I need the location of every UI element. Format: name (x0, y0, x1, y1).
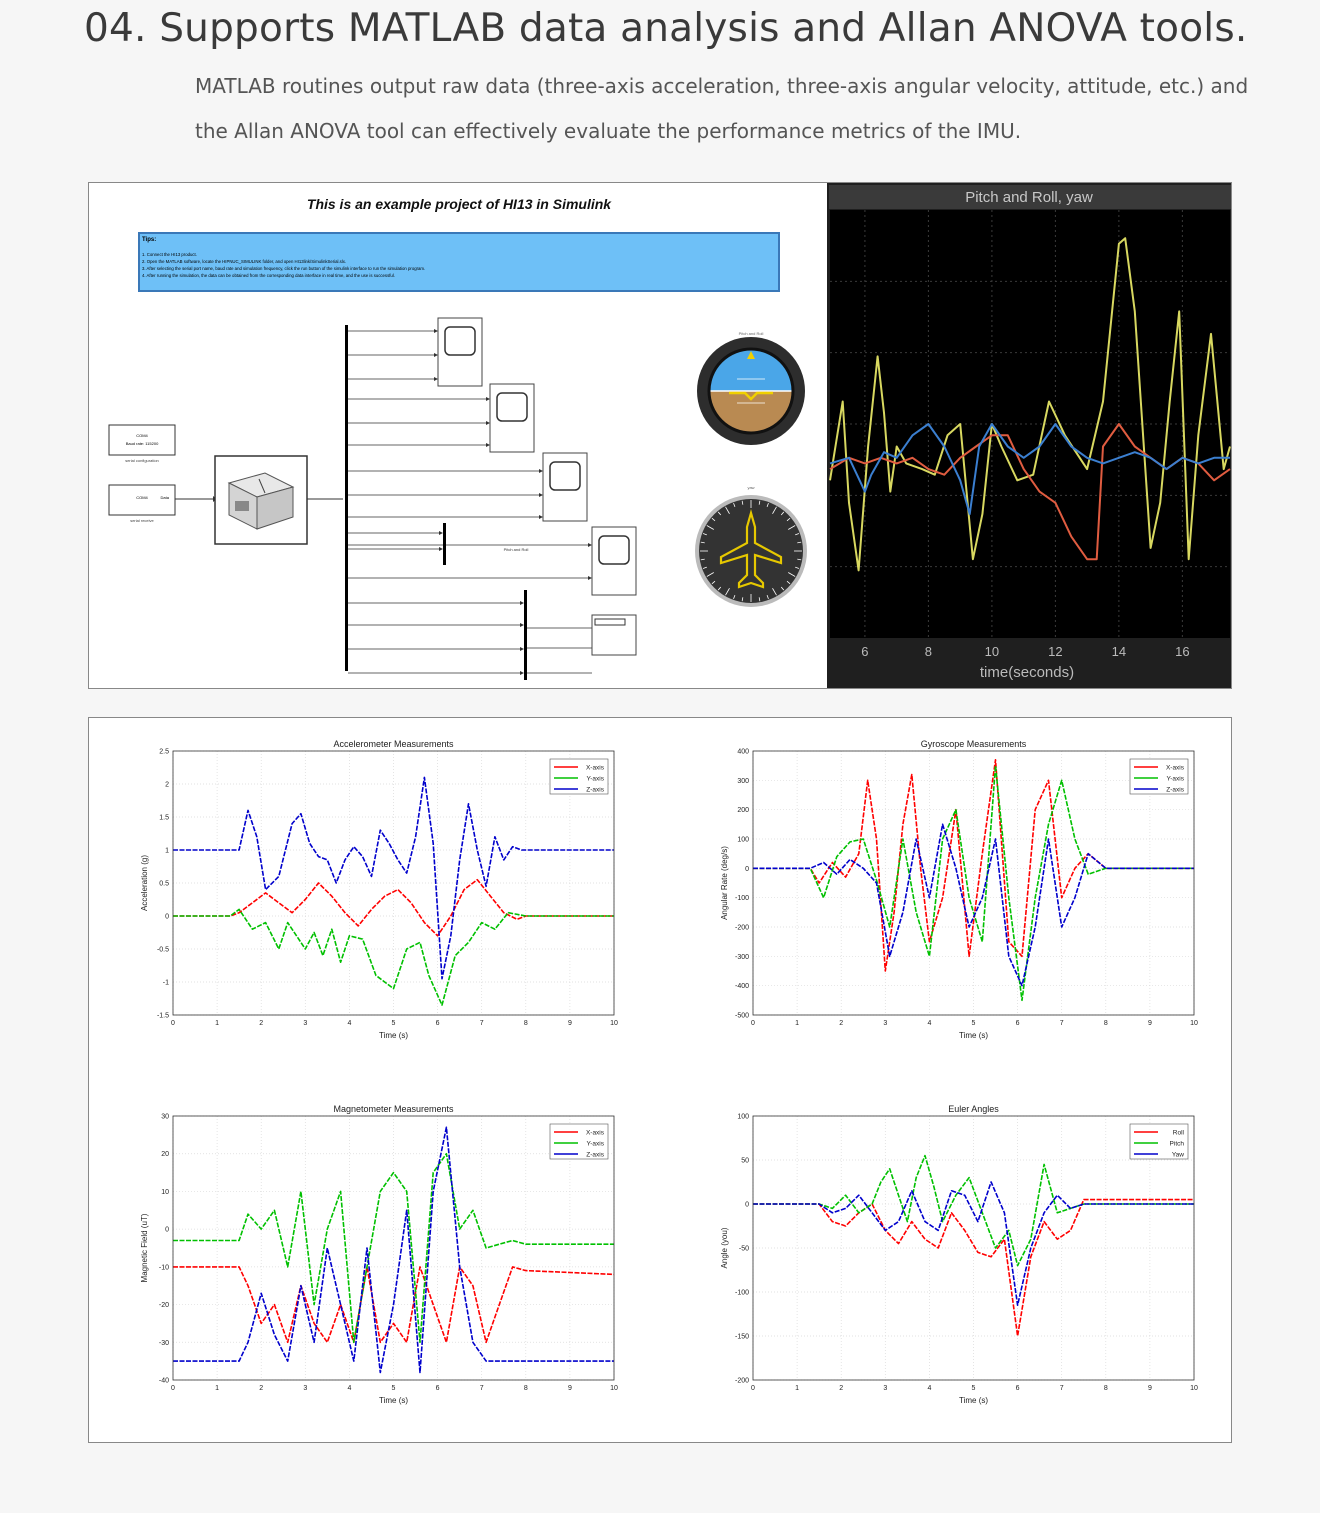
xtick-label: 2 (839, 1385, 844, 1392)
receive-block-line-2: Data (160, 495, 169, 500)
xtick-label: 9 (1147, 1020, 1152, 1027)
xtick-label: 7 (1059, 1020, 1064, 1027)
ytick-label: 1.5 (159, 814, 169, 822)
xtick-label: 4 (347, 1020, 352, 1027)
ytick-label: 0 (745, 1201, 749, 1209)
scope-xtick-label: 16 (1175, 644, 1190, 659)
series-line-z-axis (173, 777, 614, 978)
xtick-label: 8 (1103, 1385, 1108, 1392)
xtick-label: 1 (215, 1385, 220, 1392)
tips-label: Tips: (142, 237, 157, 243)
ytick-label: 0.5 (159, 880, 169, 888)
legend (550, 1124, 608, 1159)
xtick-label: 3 (883, 1385, 888, 1392)
legend-entry: Roll (1172, 1129, 1184, 1137)
ytick-label: -0.5 (156, 946, 169, 954)
scope-block-3[interactable] (543, 453, 587, 521)
ytick-label: 300 (737, 777, 749, 785)
tip-2: 2. Open the MATLAB software, locate the HIPNUC_SIMULINK folder, and open HI13link/SimulinkSerial.slx. (142, 259, 347, 264)
ytick-label: -200 (734, 924, 749, 932)
legend-entry: Pitch (1169, 1140, 1184, 1148)
ytick-label: -10 (158, 1264, 169, 1272)
receive-block-label: serial receive (130, 518, 154, 523)
xtick-label: 3 (303, 1385, 308, 1392)
section-description-line-2: the Allan ANOVA tool can effectively evaluate the performance metrics of the IMU. (195, 119, 1022, 143)
xtick-label: 4 (927, 1385, 932, 1392)
xtick-label: 1 (795, 1020, 800, 1027)
device-connector-icon (235, 501, 249, 511)
subplot-ylabel: Angular Rate (deg/s) (720, 846, 729, 920)
ytick-label: -1.5 (156, 1012, 169, 1020)
xtick-label: 7 (479, 1020, 484, 1027)
ytick-label: -400 (734, 983, 749, 991)
xtick-label: 2 (259, 1385, 264, 1392)
ytick-label: 10 (161, 1188, 169, 1196)
xtick-label: 5 (971, 1385, 976, 1392)
scope-xtick-label: 14 (1111, 644, 1127, 659)
xtick-label: 5 (391, 1020, 396, 1027)
xtick-label: 7 (479, 1385, 484, 1392)
simulink-diagram (89, 183, 1232, 689)
xtick-label: 0 (171, 1020, 175, 1027)
xtick-label: 4 (347, 1385, 352, 1392)
scope-xtick-label: 10 (984, 644, 1000, 659)
ytick-label: 100 (737, 1113, 749, 1121)
ytick-label: 0 (165, 1226, 169, 1234)
xtick-label: 7 (1059, 1385, 1064, 1392)
ytick-label: 0 (165, 913, 169, 921)
subplot-ylabel: Acceleration (g) (140, 854, 149, 912)
ytick-label: 100 (737, 836, 749, 844)
config-block-line-2: Baud rate: 115200 (125, 441, 159, 446)
xtick-label: 5 (971, 1020, 976, 1027)
legend-entry: Y-axis (1166, 775, 1184, 783)
attitude-indicator-label: Pitch and Roll (738, 331, 764, 336)
xtick-label: 8 (523, 1385, 528, 1392)
xtick-label: 8 (523, 1020, 528, 1027)
xtick-label: 2 (839, 1020, 844, 1027)
xtick-label: 3 (303, 1020, 308, 1027)
xtick-label: 6 (435, 1020, 440, 1027)
ytick-label: -20 (158, 1302, 169, 1310)
ytick-label: 0 (745, 865, 749, 873)
xtick-label: 0 (751, 1020, 755, 1027)
xtick-label: 0 (171, 1385, 175, 1392)
xtick-label: 1 (215, 1020, 220, 1027)
subplot-ylabel: Magnetic Field (uT) (140, 1213, 149, 1283)
xtick-label: 5 (391, 1385, 396, 1392)
tip-1: 1. Connect the HI13 product. (142, 252, 197, 257)
subplot-title: Magnetometer Measurements (333, 1104, 454, 1114)
ytick-label: -150 (734, 1333, 749, 1341)
simulink-screenshot-panel (88, 182, 1232, 689)
ytick-label: -40 (158, 1377, 169, 1385)
ytick-label: -300 (734, 953, 749, 961)
scope-block-4[interactable] (592, 527, 636, 595)
demux-bus (345, 325, 348, 671)
matlab-plots-panel (88, 717, 1232, 1443)
ytick-label: 50 (741, 1157, 749, 1165)
subplot-2 (720, 739, 1198, 1040)
hi13-device-block[interactable] (215, 456, 307, 544)
ytick-label: -200 (734, 1377, 749, 1385)
xtick-label: 4 (927, 1020, 932, 1027)
xtick-label: 3 (883, 1020, 888, 1027)
simulink-title: This is an example project of HI13 in Simulink (306, 196, 612, 212)
scope-xtick-label: 12 (1048, 644, 1063, 659)
xtick-label: 6 (435, 1385, 440, 1392)
subplot-title: Accelerometer Measurements (333, 739, 454, 749)
ytick-label: 20 (161, 1151, 169, 1159)
series-line-pitch (753, 1156, 1194, 1266)
subplot-ylabel: Angle (you) (720, 1227, 729, 1269)
xtick-label: 9 (567, 1020, 572, 1027)
xtick-label: 6 (1015, 1020, 1020, 1027)
scope-block-5[interactable] (592, 615, 636, 655)
xtick-label: 9 (567, 1385, 572, 1392)
ytick-label: -50 (738, 1245, 749, 1253)
section-description-line-1: MATLAB routines output raw data (three-axis acceleration, three-axis angular velocity, attitude, etc.) and (195, 74, 1249, 98)
ytick-label: -100 (734, 1289, 749, 1297)
xtick-label: 10 (1190, 1385, 1198, 1392)
legend-entry: X-axis (1165, 764, 1184, 772)
xtick-label: 2 (259, 1020, 264, 1027)
scope-xtick-label: 8 (924, 644, 933, 659)
scope-xtick-label: 6 (861, 644, 869, 659)
heading-indicator-label: yaw (747, 485, 755, 490)
bus-label: Pitch and Roll (503, 547, 529, 552)
ytick-label: 2 (165, 781, 169, 789)
legend-entry: Y-axis (586, 775, 604, 783)
receive-block-line-1: COM4 (136, 495, 148, 500)
mux-block (443, 523, 446, 565)
legend (1130, 1124, 1188, 1159)
subplot-xlabel: Time (s) (958, 1031, 989, 1040)
legend-entry: X-axis (585, 1129, 604, 1137)
series-line-y-axis (173, 909, 614, 1005)
ytick-label: -100 (734, 895, 749, 903)
subplot-1 (140, 739, 618, 1040)
scope-window (827, 183, 1232, 689)
subplot-title: Euler Angles (948, 1104, 999, 1114)
ytick-label: 1 (165, 847, 169, 855)
legend-entry: X-axis (585, 764, 604, 772)
scope-block-1[interactable] (438, 318, 482, 386)
xtick-label: 9 (1147, 1385, 1152, 1392)
ytick-label: 400 (737, 748, 749, 756)
scope-xlabel: time(seconds) (979, 664, 1075, 681)
xtick-label: 10 (610, 1385, 618, 1392)
xtick-label: 10 (610, 1020, 618, 1027)
legend-entry: Z-axis (586, 786, 604, 794)
xtick-label: 0 (751, 1385, 755, 1392)
legend-entry: Y-axis (586, 1140, 604, 1148)
xtick-label: 6 (1015, 1385, 1020, 1392)
legend-entry: Z-axis (1166, 786, 1184, 794)
tip-4: 4. After running the simulation, the data can be obtained from the corresponding data interface in real time, and the use is successful. (142, 273, 395, 278)
config-block-label: serial configuration (125, 458, 159, 463)
series-line-roll (753, 1200, 1194, 1336)
subplot-xlabel: Time (s) (958, 1396, 989, 1405)
tip-3: 3. After selecting the serial port name, baud rate and simulation frequency, click the run button of the simulink interface to run the simulation program. (142, 266, 426, 271)
subplot-4 (720, 1104, 1198, 1405)
section-title: 04. Supports MATLAB data analysis and Allan ANOVA tools. (84, 6, 1248, 51)
xtick-label: 1 (795, 1385, 800, 1392)
ytick-label: 200 (737, 807, 749, 815)
config-block-line-1: COM4 (136, 433, 148, 438)
ytick-label: -30 (158, 1339, 169, 1347)
legend (1130, 759, 1188, 794)
legend-entry: Z-axis (586, 1151, 604, 1159)
ytick-label: 2.5 (159, 748, 169, 756)
subplot-xlabel: Time (s) (378, 1396, 409, 1405)
subplot-xlabel: Time (s) (378, 1031, 409, 1040)
mux-block-2 (524, 590, 527, 680)
xtick-label: 10 (1190, 1020, 1198, 1027)
legend-entry: Yaw (1171, 1151, 1184, 1159)
ytick-label: -1 (162, 979, 169, 987)
xtick-label: 8 (1103, 1020, 1108, 1027)
legend (550, 759, 608, 794)
scope-title: Pitch and Roll, yaw (965, 189, 1093, 206)
ytick-label: 30 (161, 1113, 169, 1121)
matlab-figure (89, 718, 1232, 1443)
subplot-3 (140, 1104, 618, 1405)
subplot-title: Gyroscope Measurements (920, 739, 1027, 749)
ytick-label: -500 (734, 1012, 749, 1020)
scope-block-2[interactable] (490, 384, 534, 452)
